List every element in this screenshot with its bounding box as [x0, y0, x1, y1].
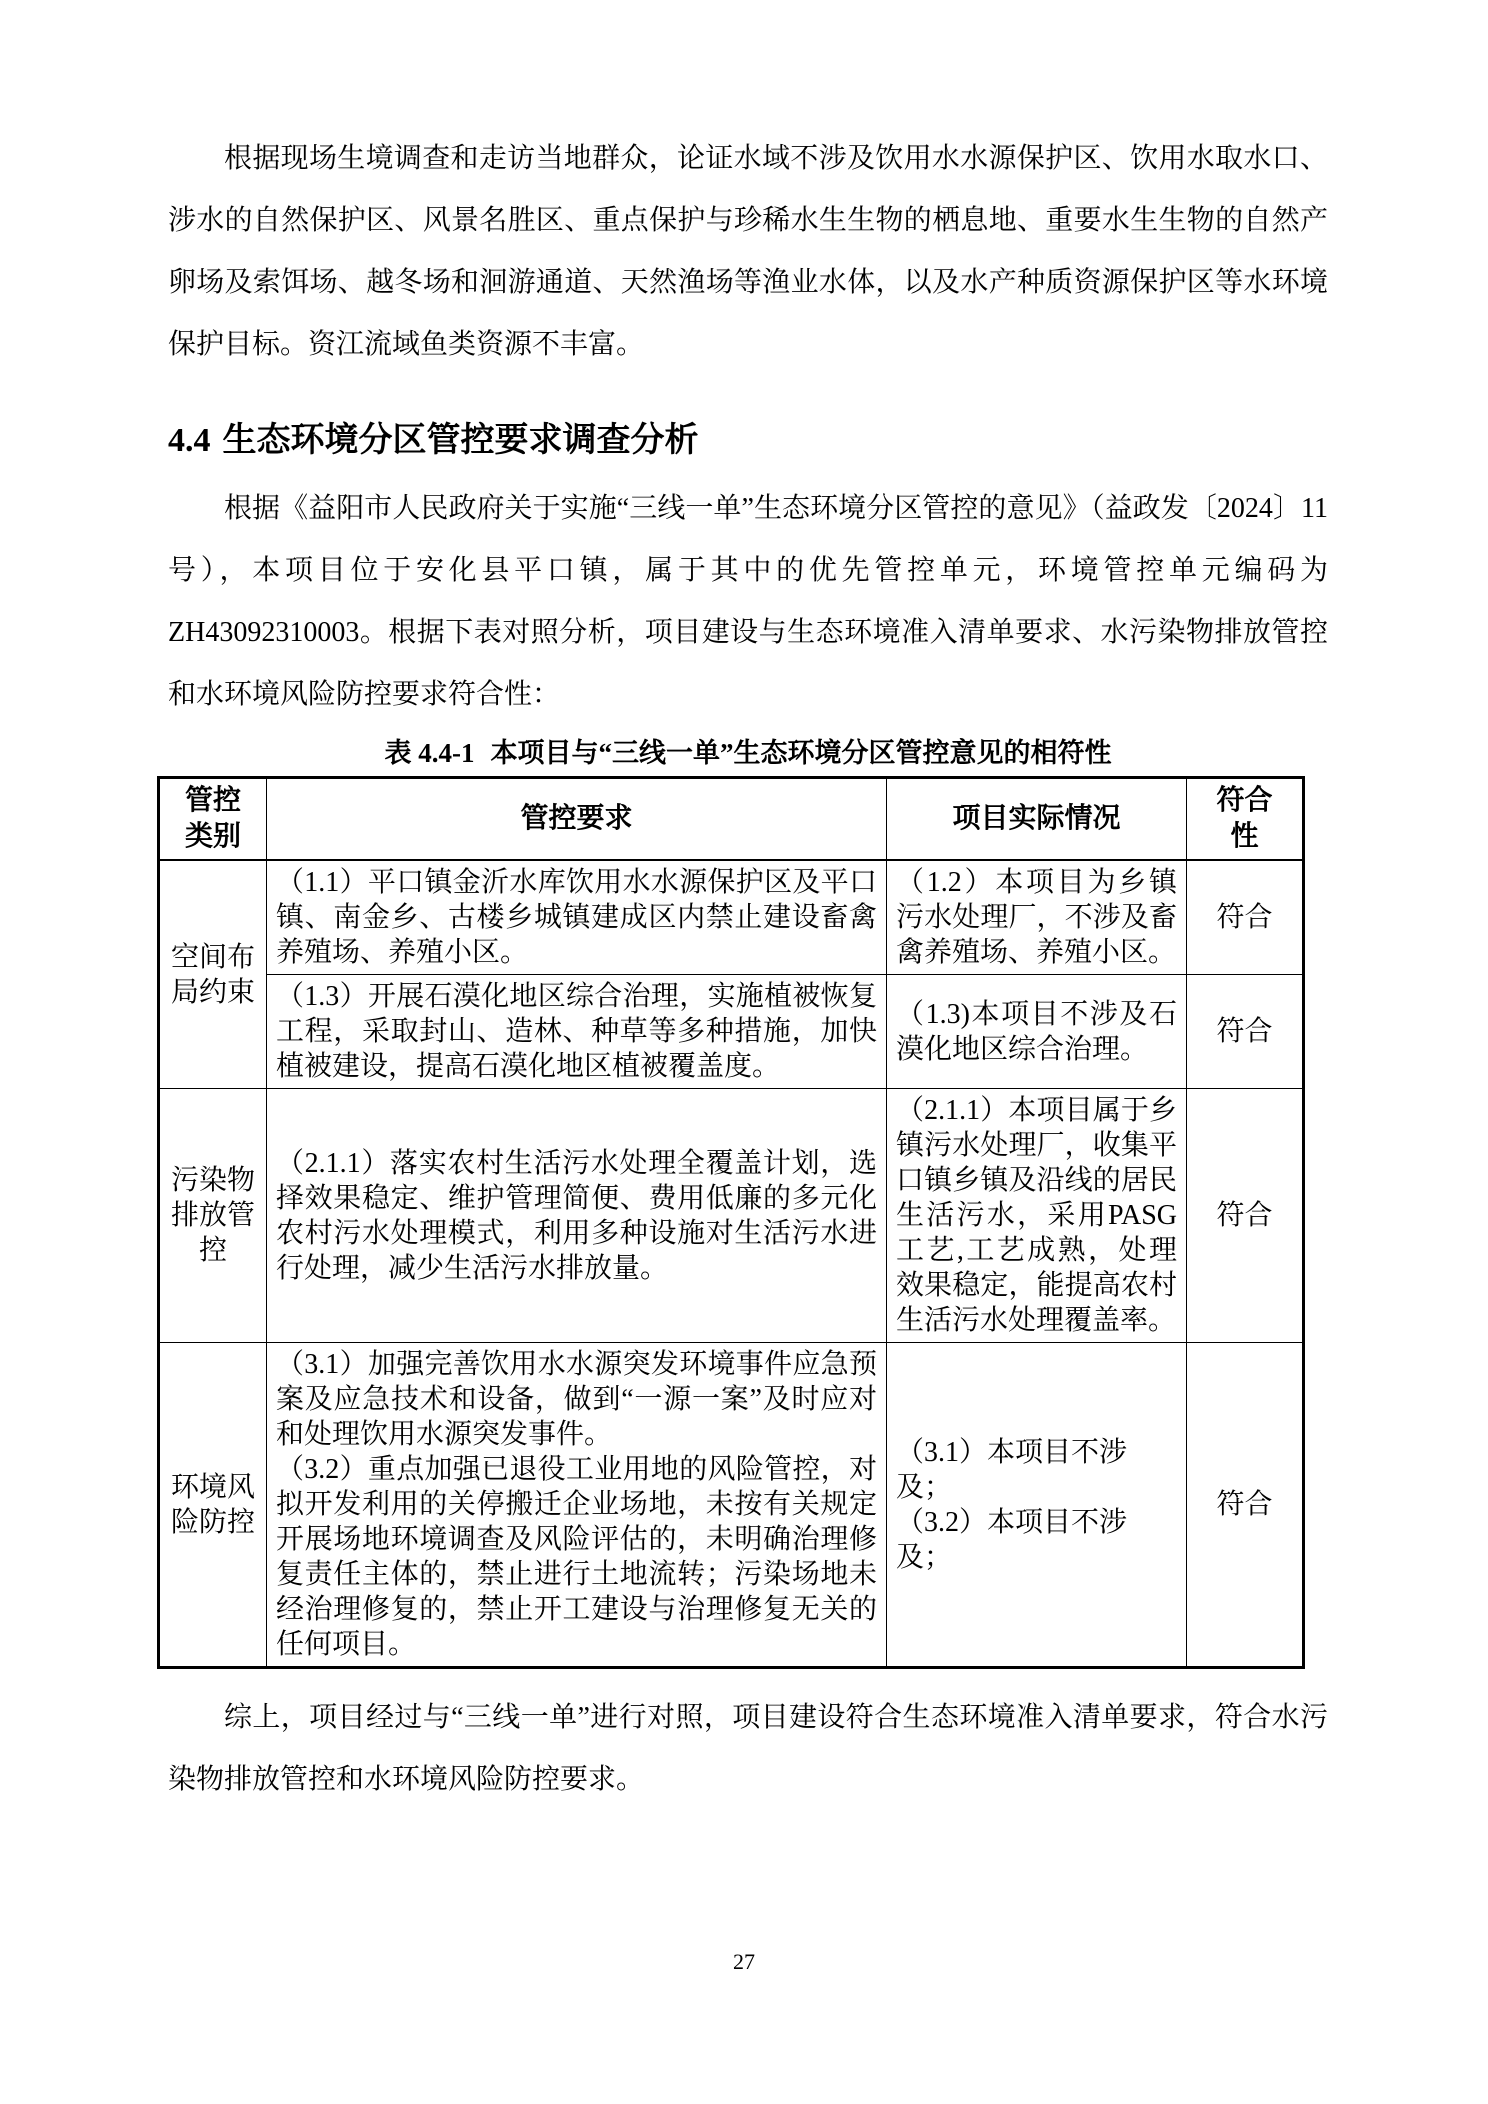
actual-cell: （1.2）本项目为乡镇污水处理厂，不涉及畜禽养殖场、养殖小区。	[887, 860, 1187, 975]
compliance-cell: 符合	[1187, 1343, 1304, 1668]
category-cell-spatial: 空间布局约束	[159, 860, 267, 1089]
paragraph-habitat-survey: 根据现场生境调查和走访当地群众，论证水域不涉及饮用水水源保护区、饮用水取水口、涉水的自然保护区、风景名胜区、重点保护与珍稀水生生物的栖息地、重要水生生物的自然产卵场及索饵场、越冬场和洄游通道、天然渔场等渔业水体，以及水产种质资源保护区等水环境保护目标。资江流域鱼类资源不丰富。	[168, 143, 1328, 360]
actual-cell	[887, 1343, 1187, 1668]
category-cell-risk: 环境风险防控	[159, 1343, 267, 1668]
table-row-pollution	[159, 1089, 1304, 1343]
actual-cell: （2.1.1）本项目属于乡镇污水处理厂，收集平口镇乡镇及沿线的居民生活污水，采用PASG工艺,工艺成熟，处理效果稳定，能提高农村生活污水处理覆盖率。	[887, 1089, 1187, 1343]
requirement-cell: （1.3）开展石漠化地区综合治理，实施植被恢复工程，采取封山、造林、种草等多种措施，加快植被建设，提高石漠化地区植被覆盖度。	[267, 975, 887, 1089]
page-number: 27	[733, 1949, 755, 1974]
table-header-row	[159, 778, 1304, 861]
page-content	[168, 128, 1328, 1811]
header-actual: 项目实际情况	[887, 778, 1187, 861]
compliance-cell: 符合	[1187, 975, 1304, 1089]
actual-part-1: （3.1）本项目不涉及；	[896, 1436, 1128, 1503]
table-caption-title: 本项目与“三线一单”生态环境分区管控意见的相符性	[490, 738, 1112, 768]
section-number: 4.4	[168, 422, 211, 459]
requirement-cell: （1.1）平口镇金沂水库饮用水水源保护区及平口镇、南金乡、古楼乡城镇建成区内禁止建设畜禽养殖场、养殖小区。	[267, 860, 887, 975]
header-requirement: 管控要求	[267, 778, 887, 861]
actual-part-2: （3.2）本项目不涉及；	[896, 1506, 1128, 1573]
table-row-spatial-2	[159, 975, 1304, 1089]
table-caption	[168, 736, 1328, 770]
section-title: 生态环境分区管控要求调查分析	[222, 422, 699, 459]
compliance-cell: 符合	[1187, 1089, 1304, 1343]
requirement-cell	[267, 1343, 887, 1668]
section-heading	[168, 416, 1328, 466]
requirement-part-1: （3.1）加强完善饮用水水源突发环境事件应急预案及应急技术和设备，做到“一源一案”及时应对和处理饮用水源突发事件。	[276, 1349, 877, 1450]
header-category	[159, 778, 267, 861]
header-compliance-label: 符合性	[1216, 785, 1273, 852]
table-row-risk	[159, 1343, 1304, 1668]
table-row-spatial-1	[159, 860, 1304, 975]
compliance-cell: 符合	[1187, 860, 1304, 975]
category-cell-pollution: 污染物排放管控	[159, 1089, 267, 1343]
header-compliance	[1187, 778, 1304, 861]
actual-cell: （1.3)本项目不涉及石漠化地区综合治理。	[887, 975, 1187, 1089]
requirement-part-2: （3.2）重点加强已退役工业用地的风险管控，对拟开发利用的关停搬迁企业场地，未按有关规定开展场地环境调查及风险评估的，未明确治理修复责任主体的，禁止进行土地流转；污染场地未经治理修复的，禁止开工建设与治理修复无关的任何项目。	[276, 1454, 877, 1660]
compliance-table	[157, 776, 1305, 1669]
paragraph-zoning-policy: 根据《益阳市人民政府关于实施“三线一单”生态环境分区管控的意见》（益政发〔2024〕11 号），本项目位于安化县平口镇，属于其中的优先管控单元，环境管控单元编码为 ZH43092310003。根据下表对照分析，项目建设与生态环境准入清单要求、水污染物排放管控和水环境风险防控要求符合性：	[168, 493, 1328, 710]
paragraph-conclusion: 综上，项目经过与“三线一单”进行对照，项目建设符合生态环境准入清单要求，符合水污染物排放管控和水环境风险防控要求。	[168, 1702, 1328, 1795]
table-caption-label: 表 4.4-1	[384, 738, 475, 768]
header-category-label: 管控类别	[184, 785, 241, 852]
requirement-cell: （2.1.1）落实农村生活污水处理全覆盖计划，选择效果稳定、维护管理简便、费用低廉的多元化农村污水处理模式，利用多种设施对生活污水进行处理，减少生活污水排放量。	[267, 1089, 887, 1343]
